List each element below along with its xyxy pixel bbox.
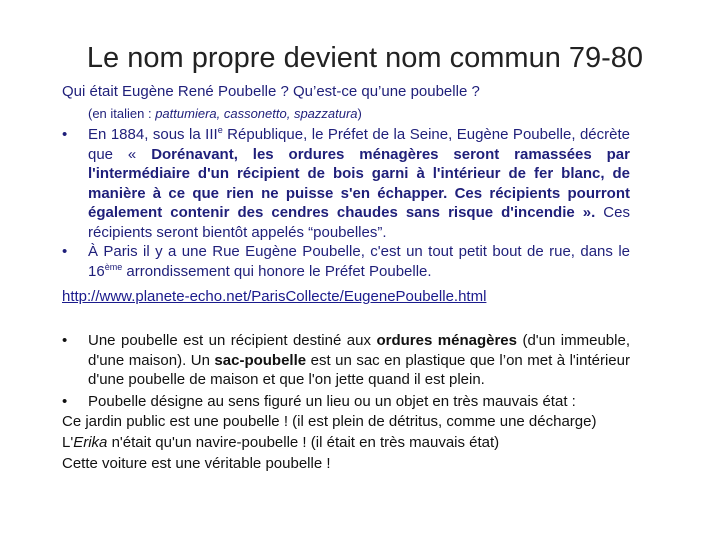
- list-item: [62, 242, 630, 281]
- example-line: Cette voiture est une véritable poubelle !: [62, 455, 331, 472]
- line6-b: n'était qu'un navire-poubelle ! (il était en très mauvais état): [107, 434, 500, 451]
- para1-end: Ces récipients seront bientôt appelés “poubelles”.: [88, 204, 630, 241]
- line6-a: L': [62, 434, 74, 451]
- para1-quote: Dorénavant, les ordures ménagères seront ramassées par l'intermédiaire d'un récipient de bois garni à l'intérieur de fer blanc, de manière à ce que rien ne puisse s'en échapper. Ces récipients pourront également contenir des cendres chaudes sans risque d'incendie ».: [88, 145, 630, 221]
- para1-sup: e: [217, 125, 223, 135]
- para4-text: Poubelle désigne au sens figuré un lieu ou un objet en très mauvais état :: [88, 392, 576, 410]
- bullet-icon: •: [62, 243, 68, 260]
- line6-italic: Erika: [73, 434, 108, 451]
- page-title: Le nom propre devient nom commun 79-80: [86, 42, 644, 74]
- italian-close: ): [357, 106, 362, 121]
- example-line: [62, 432, 630, 453]
- list-item: [62, 392, 630, 412]
- list-item: [62, 331, 630, 390]
- italian-translation: [88, 106, 362, 121]
- para3-bold1: ordures ménagères: [376, 332, 517, 349]
- example-line: Ce jardin public est une poubelle ! (il est plein de détritus, comme une décharge): [62, 413, 597, 430]
- italian-words: pattumiera, cassonetto, spazzatura: [155, 106, 358, 121]
- para3-c: (d'un immeuble, d'une maison). Un: [88, 332, 630, 369]
- para2-end: arrondissement qui honore le Préfet Poubelle.: [122, 262, 432, 280]
- bullet-icon: •: [62, 126, 68, 143]
- para1-intro: En 1884, sous la III: [88, 126, 218, 143]
- subtitle-question: Qui était Eugène René Poubelle ? Qu’est-ce qu’une poubelle ?: [62, 83, 480, 100]
- para3-bold2: sac-poubelle: [214, 351, 307, 369]
- italian-open: (en italien :: [88, 106, 156, 121]
- definition-section: [62, 331, 630, 474]
- history-section: [62, 125, 630, 281]
- list-item: [62, 125, 630, 242]
- para2-text: À Paris il y a une Rue Eugène Poubelle, c'est un tout petit bout de rue, dans le 16: [88, 243, 630, 280]
- bullet-icon: •: [62, 392, 68, 410]
- bullet-icon: •: [62, 332, 68, 349]
- para2-sup: ème: [104, 261, 123, 272]
- para3-a: Une poubelle est un récipient destiné aux: [88, 332, 377, 349]
- para3-d: est un sac en plastique que l’on met à l'intérieur d'une poubelle de maison et que l'on jette quand il est plein.: [88, 351, 630, 388]
- para1-intro2: République, le Préfet de la Seine, Eugène Poubelle, décrète que «: [88, 126, 630, 163]
- source-link[interactable]: http://www.planete-echo.net/ParisCollecte/EugenePoubelle.html: [62, 288, 487, 305]
